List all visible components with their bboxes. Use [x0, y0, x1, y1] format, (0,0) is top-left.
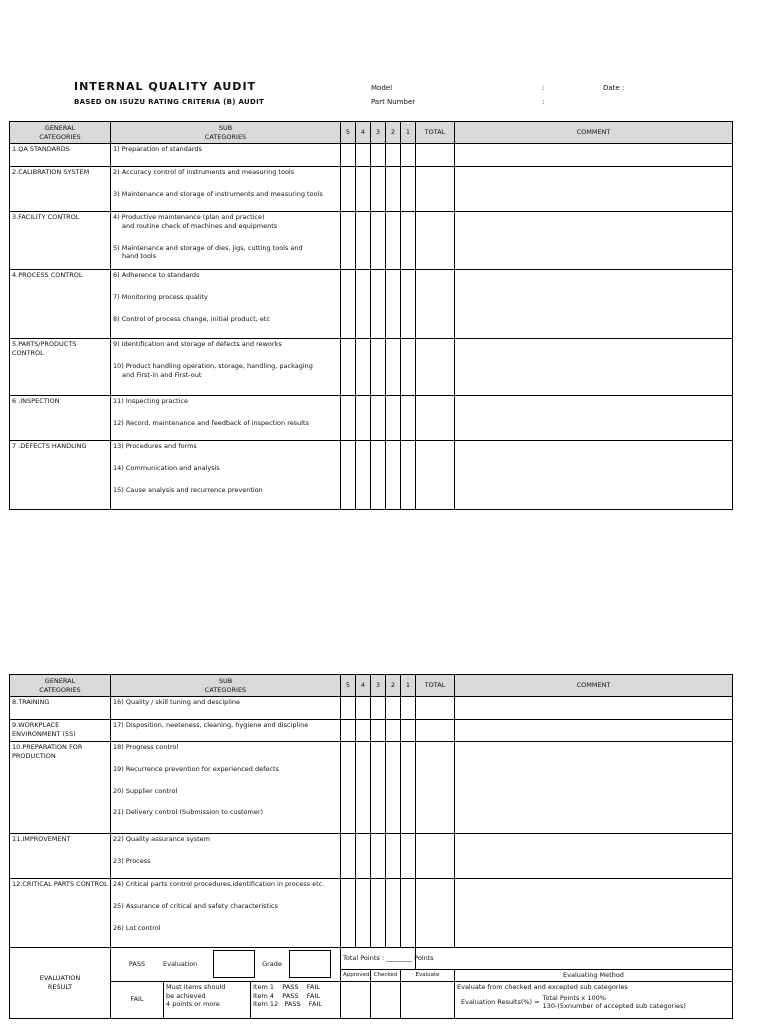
sub-category-item: [113, 419, 338, 428]
score-4-cell[interactable]: [356, 212, 371, 270]
sub-category-text: 22) Quality assurance system: [113, 835, 210, 843]
score-3-cell[interactable]: [371, 212, 386, 270]
table-row: [10, 396, 733, 441]
fail-items: [251, 982, 324, 1018]
comment-cell[interactable]: [455, 339, 733, 396]
checked-label: Checked: [371, 970, 401, 982]
fail-item-line[interactable]: Item 12 PASS FAIL: [253, 1000, 322, 1009]
general-category: 2.CALIBRATION SYSTEM: [10, 167, 111, 212]
sub-category-text: 10) Product handling operation, storage, handling, packaging: [113, 361, 313, 370]
checked-signature[interactable]: [371, 981, 401, 1018]
header-line: SUB: [218, 676, 233, 685]
sub-category-text: 12) Record, maintenance and feedback of inspection results: [113, 418, 309, 427]
sub-category-item: [113, 765, 338, 774]
score-2-header: 2: [386, 122, 401, 144]
header-row: [10, 675, 733, 697]
sub-categories: [111, 396, 341, 441]
sub-category-text: 19) Recurrence prevention for experienced defects: [113, 764, 279, 773]
fail-rule: [163, 982, 251, 1018]
score-1-cell[interactable]: [401, 144, 416, 167]
total-cell[interactable]: [416, 879, 455, 948]
comment-cell[interactable]: [455, 441, 733, 510]
sub-categories: [111, 879, 341, 948]
evaluation-blank: [416, 948, 733, 970]
total-cell[interactable]: [416, 339, 455, 396]
table-row: [10, 441, 733, 510]
sub-category-text: 25) Assurance of critical and safety characteristics: [113, 901, 278, 910]
sub-category-item: [113, 721, 338, 730]
sub-category-continuation: and routine check of machines and equipments: [122, 221, 278, 230]
score-1-cell[interactable]: [401, 697, 416, 720]
score-1-cell[interactable]: [401, 396, 416, 441]
sub-categories: [111, 742, 341, 834]
total-points: Total Points : ________ Points: [341, 948, 416, 970]
general-category: 11.IMPROVEMENT: [10, 834, 111, 879]
sub-category-text: 20) Supplier control: [113, 786, 178, 795]
general-category: 3.FACILITY CONTROL: [10, 212, 111, 270]
sub-category-text: 7) Monitoring process quality: [113, 292, 208, 301]
score-2-cell[interactable]: [386, 144, 401, 167]
table-row: [10, 879, 733, 948]
score-4-cell[interactable]: [356, 720, 371, 742]
total-cell[interactable]: [416, 167, 455, 212]
grade-input[interactable]: [289, 950, 331, 978]
fail-rule-line: be achieved: [166, 991, 206, 1000]
total-cell[interactable]: [416, 212, 455, 270]
score-5-cell[interactable]: [341, 742, 356, 834]
sub-category-item: [113, 244, 338, 262]
sub-category-item: [113, 293, 338, 302]
header-line: CATEGORIES: [39, 132, 81, 141]
sub-category-item: [113, 340, 338, 349]
fail-rule-line: Must items should: [166, 982, 226, 991]
score-4-cell[interactable]: [356, 396, 371, 441]
general-category: 7 .DEFECTS HANDLING: [10, 441, 111, 510]
score-1-cell[interactable]: [401, 212, 416, 270]
total-cell[interactable]: [416, 270, 455, 339]
score-2-cell[interactable]: [386, 742, 401, 834]
score-5-cell[interactable]: [341, 879, 356, 948]
header-line: CATEGORIES: [204, 685, 247, 694]
sub-categories: [111, 441, 341, 510]
evaluation-row-bottom: [10, 981, 733, 1018]
header-line: CATEGORIES: [39, 685, 81, 694]
sub-category-item: [113, 787, 338, 796]
score-1-cell[interactable]: [401, 167, 416, 212]
part-number-colon: :: [542, 98, 545, 106]
score-3-cell[interactable]: [371, 742, 386, 834]
sub-category-item: [113, 145, 338, 154]
sub-categories: [111, 720, 341, 742]
header-line: CATEGORIES: [204, 132, 247, 141]
table-row: [10, 212, 733, 270]
audit-table-2: [9, 674, 733, 1019]
sub-category-text: 6) Adherence to standards: [113, 271, 200, 279]
sub-category-text: 8) Control of process change, initial product, etc: [113, 314, 270, 323]
score-2-cell[interactable]: [386, 167, 401, 212]
score-5-cell[interactable]: [341, 167, 356, 212]
score-2-cell[interactable]: [386, 720, 401, 742]
score-4-cell[interactable]: [356, 742, 371, 834]
general-category: 10.PREPARATION FOR PRODUCTION: [10, 742, 111, 834]
sub-category-item: [113, 397, 338, 406]
approved-signature[interactable]: [341, 981, 371, 1018]
score-1-cell[interactable]: [401, 742, 416, 834]
sub-category-text: 2) Accuracy control of instruments and measuring tools: [113, 168, 295, 176]
sub-category-text: 1) Preparation of standards: [113, 145, 202, 153]
comment-header: COMMENT: [455, 122, 733, 144]
sub-category-item: [113, 442, 338, 451]
score-3-cell[interactable]: [371, 396, 386, 441]
score-1-cell[interactable]: [401, 339, 416, 396]
score-1-cell[interactable]: [401, 270, 416, 339]
comment-cell[interactable]: [455, 396, 733, 441]
header-row: [10, 122, 733, 144]
evaluation-label: Evaluation: [163, 959, 198, 968]
score-4-header: 4: [356, 675, 371, 697]
sub-categories: [111, 270, 341, 339]
score-5-cell[interactable]: [341, 396, 356, 441]
fail-item-line[interactable]: Item 1 PASS FAIL: [253, 982, 320, 991]
sub-category-item: [113, 902, 338, 911]
sub-category-item: [113, 880, 338, 889]
sub-category-text: 3) Maintenance and storage of instruments and measuring tools: [113, 189, 323, 198]
total-header: TOTAL: [416, 122, 455, 144]
table-row: [10, 167, 733, 212]
total-header: TOTAL: [416, 675, 455, 697]
score-5-cell[interactable]: [341, 441, 356, 510]
document-title: INTERNAL QUALITY AUDIT: [74, 80, 257, 93]
table-row: [10, 339, 733, 396]
grade-label: Grade: [262, 959, 282, 968]
general-categories-header: [10, 675, 111, 697]
general-category: 9.WORKPLACE ENVIRONMENT (5S): [10, 720, 111, 742]
total-cell[interactable]: [416, 742, 455, 834]
score-5-cell[interactable]: [341, 720, 356, 742]
total-cell[interactable]: [416, 834, 455, 879]
score-2-cell[interactable]: [386, 697, 401, 720]
evaluation-result-text: EVALUATION RESULT: [39, 974, 81, 991]
general-category: 6 .INSPECTION: [10, 396, 111, 441]
score-5-header: 5: [341, 675, 356, 697]
score-2-cell[interactable]: [386, 834, 401, 879]
table-row: [10, 834, 733, 879]
score-2-header: 2: [386, 675, 401, 697]
fail-item-line[interactable]: Item 4 PASS FAIL: [253, 991, 320, 1000]
sub-category-continuation: and First-in and First-out: [122, 370, 202, 379]
comment-cell[interactable]: [455, 720, 733, 742]
score-3-header: 3: [371, 122, 386, 144]
score-2-cell[interactable]: [386, 396, 401, 441]
comment-cell[interactable]: [455, 742, 733, 834]
score-5-cell[interactable]: [341, 697, 356, 720]
score-5-cell[interactable]: [341, 834, 356, 879]
score-1-cell[interactable]: [401, 879, 416, 948]
sub-category-text: 4) Productive maintenance (plan and practice): [113, 213, 265, 221]
model-label: Model: [371, 84, 393, 92]
score-1-cell[interactable]: [401, 720, 416, 742]
evaluate-label: Evaluate: [401, 970, 455, 982]
pass-evaluation-cell: [111, 948, 341, 982]
total-cell[interactable]: [416, 144, 455, 167]
sub-categories-header: [111, 675, 341, 697]
sub-category-text: 15) Cause analysis and recurrence prevention: [113, 485, 263, 494]
sub-category-item: [113, 464, 338, 473]
score-4-cell[interactable]: [356, 270, 371, 339]
sub-category-item: [113, 362, 338, 380]
approved-label: Approved: [341, 970, 371, 982]
total-cell[interactable]: [416, 441, 455, 510]
pass-label: PASS: [128, 959, 146, 968]
score-4-cell[interactable]: [356, 167, 371, 212]
comment-header: COMMENT: [455, 675, 733, 697]
general-category: 8.TRAINING: [10, 697, 111, 720]
fail-rule-line: 4 points or more: [166, 1000, 220, 1009]
score-4-cell[interactable]: [356, 834, 371, 879]
sub-category-text: 9) Identification and storage of defects and reworks: [113, 340, 282, 348]
total-cell[interactable]: [416, 720, 455, 742]
sub-category-item: [113, 808, 338, 817]
fail-rules-cell: [111, 981, 341, 1018]
score-3-cell[interactable]: [371, 834, 386, 879]
method-description: Evaluate from checked and excepted sub categories: [457, 982, 628, 991]
general-categories-header: [10, 122, 111, 144]
score-2-cell[interactable]: [386, 441, 401, 510]
score-1-header: 1: [401, 675, 416, 697]
part-number-label: Part Number: [371, 98, 416, 106]
sub-category-text: 18) Progress control: [113, 743, 179, 751]
evaluation-input[interactable]: [213, 950, 255, 978]
score-5-cell[interactable]: [341, 270, 356, 339]
score-2-cell[interactable]: [386, 270, 401, 339]
sub-category-text: 14) Communication and analysis: [113, 463, 220, 472]
score-5-cell[interactable]: [341, 144, 356, 167]
evaluate-signature[interactable]: [401, 981, 455, 1018]
comment-cell[interactable]: [455, 697, 733, 720]
comment-cell[interactable]: [455, 167, 733, 212]
score-3-cell[interactable]: [371, 167, 386, 212]
sub-category-item: [113, 190, 338, 199]
comment-cell[interactable]: [455, 270, 733, 339]
table-row: [10, 742, 733, 834]
comment-cell[interactable]: [455, 212, 733, 270]
table-row: [10, 697, 733, 720]
sub-category-text: 11) Inspecting practice: [113, 397, 188, 405]
sub-categories: [111, 697, 341, 720]
sub-category-item: [113, 315, 338, 324]
general-category: 4.PROCESS CONTROL: [10, 270, 111, 339]
sub-category-text: 23) Process: [113, 856, 151, 865]
table-row: [10, 270, 733, 339]
score-3-cell[interactable]: [371, 697, 386, 720]
score-3-cell[interactable]: [371, 441, 386, 510]
score-4-header: 4: [356, 122, 371, 144]
header-line: GENERAL: [44, 676, 76, 685]
score-4-cell[interactable]: [356, 441, 371, 510]
sub-category-continuation: hand tools: [122, 252, 157, 261]
date-label: Date :: [603, 84, 625, 92]
score-4-cell[interactable]: [356, 697, 371, 720]
score-3-cell[interactable]: [371, 720, 386, 742]
comment-cell[interactable]: [455, 144, 733, 167]
score-3-cell[interactable]: [371, 339, 386, 396]
sub-categories-header: [111, 122, 341, 144]
score-3-cell[interactable]: [371, 270, 386, 339]
evaluation-result-label: [10, 948, 111, 1019]
header-line: SUB: [218, 123, 233, 132]
sub-category-text: 24) Critical parts control procedures,identification in process etc.: [113, 880, 325, 888]
total-cell[interactable]: [416, 396, 455, 441]
sub-category-text: 17) Disposition, neeteness, cleaning, hygiene and discipline: [113, 721, 309, 729]
formula-numerator: Total Points x 100%: [542, 993, 606, 1002]
table-row: [10, 720, 733, 742]
evaluation-row-top: [10, 948, 733, 970]
sub-categories: [111, 834, 341, 879]
score-2-cell[interactable]: [386, 339, 401, 396]
score-5-cell[interactable]: [341, 212, 356, 270]
sub-category-item: [113, 924, 338, 933]
score-1-cell[interactable]: [401, 834, 416, 879]
sub-category-item: [113, 835, 338, 844]
sub-category-item: [113, 857, 338, 866]
audit-table-1: [9, 121, 733, 510]
total-cell[interactable]: [416, 697, 455, 720]
general-category: 5.PARTS/PRODUCTS CONTROL: [10, 339, 111, 396]
score-1-header: 1: [401, 122, 416, 144]
sub-category-item: [113, 213, 338, 231]
score-2-cell[interactable]: [386, 879, 401, 948]
score-3-header: 3: [371, 675, 386, 697]
table-row: [10, 144, 733, 167]
sub-category-text: 5) Maintenance and storage of dies, jigs, cutting tools and: [113, 243, 303, 252]
score-2-cell[interactable]: [386, 212, 401, 270]
formula-label: Evaluation Results(%) =: [461, 997, 540, 1006]
score-3-cell[interactable]: [371, 879, 386, 948]
evaluating-method-title: Evaluating Method: [455, 970, 733, 982]
score-5-header: 5: [341, 122, 356, 144]
formula-denominator: 130-(5xnumber of accepted sub categories): [542, 1002, 686, 1011]
comment-cell[interactable]: [455, 834, 733, 879]
sub-category-item: [113, 743, 338, 752]
model-colon: :: [542, 84, 545, 92]
score-5-cell[interactable]: [341, 339, 356, 396]
fail-label: FAIL: [130, 995, 144, 1004]
sub-category-text: 26) Lot control: [113, 923, 161, 932]
score-1-cell[interactable]: [401, 441, 416, 510]
header-line: GENERAL: [44, 123, 76, 132]
score-4-cell[interactable]: [356, 879, 371, 948]
sub-category-item: [113, 698, 338, 707]
sub-categories: [111, 212, 341, 270]
comment-cell[interactable]: [455, 879, 733, 948]
sub-category-item: [113, 486, 338, 495]
sub-category-text: 21) Delivery control (Submission to customer): [113, 808, 264, 817]
evaluating-method: [455, 981, 733, 1018]
sub-categories: [111, 339, 341, 396]
score-3-cell[interactable]: [371, 144, 386, 167]
score-4-cell[interactable]: [356, 339, 371, 396]
general-category: 1.QA STANDARDS: [10, 144, 111, 167]
document-subtitle: BASED ON ISUZU RATING CRITERIA (B) AUDIT: [74, 98, 265, 106]
general-category: 12.CRITICAL PARTS CONTROL: [10, 879, 111, 948]
sub-categories: [111, 167, 341, 212]
sub-category-item: [113, 271, 338, 280]
sub-category-item: [113, 168, 338, 177]
sub-categories: [111, 144, 341, 167]
sub-category-text: 16) Quality / skill tuning and descipline: [113, 698, 241, 706]
score-4-cell[interactable]: [356, 144, 371, 167]
sub-category-text: 13) Procedures and forms: [113, 442, 197, 450]
